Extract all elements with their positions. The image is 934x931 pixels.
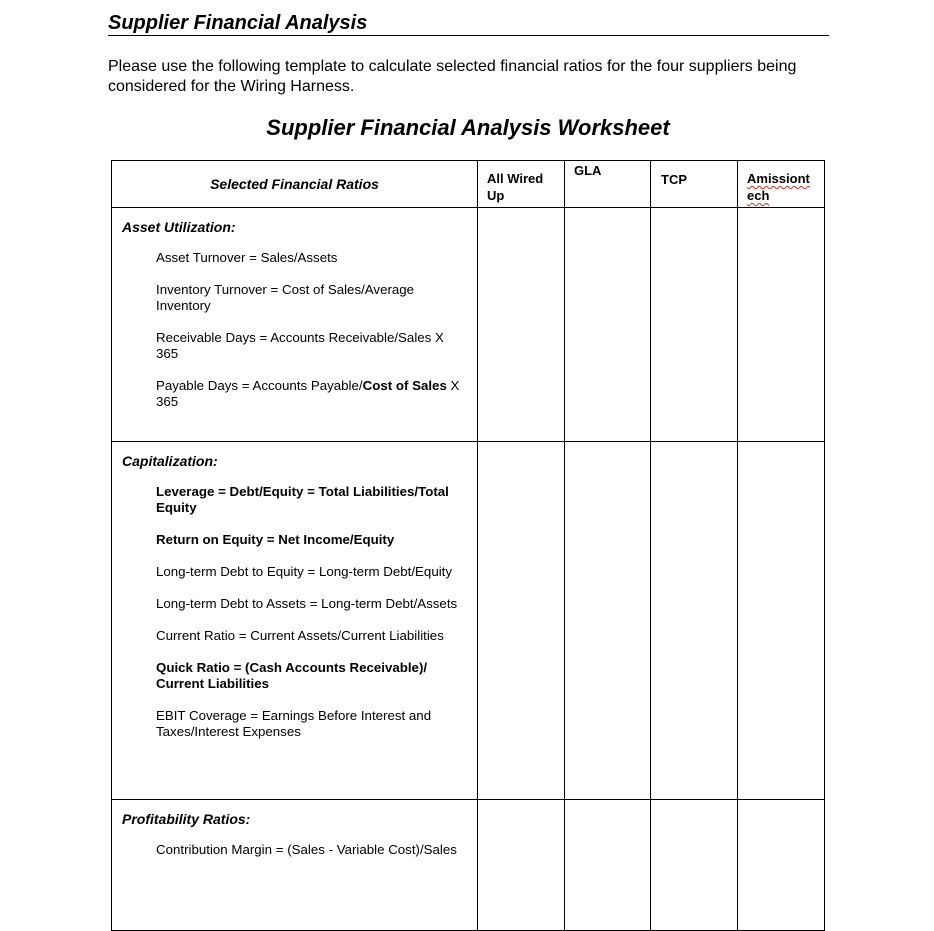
amissiontech-label-line1: Amissiont <box>747 171 810 186</box>
section-cell-capitalization <box>112 442 478 800</box>
header-supplier-amissiontech <box>738 161 825 208</box>
table-header-row <box>112 161 825 208</box>
ratio-quick-ratio: Quick Ratio = (Cash Accounts Receivable)/ Current Liabilities <box>156 660 428 691</box>
worksheet-title: Supplier Financial Analysis Worksheet <box>266 115 670 140</box>
value-cell-amissiontech[interactable] <box>738 442 825 800</box>
value-cell-gla[interactable] <box>565 800 651 931</box>
amissiontech-label-line2: ech <box>747 188 770 203</box>
intro-paragraph: Please use the following template to calculate selected financial ratios for the four suppliers being considered for the Wiring Harness. <box>108 58 797 95</box>
section-title: Capitalization: <box>122 453 218 469</box>
document-title: Supplier Financial Analysis <box>108 12 829 36</box>
section-row-asset-utilization <box>112 208 825 442</box>
section-title: Asset Utilization: <box>122 219 236 235</box>
section-cell-asset-utilization <box>112 208 478 442</box>
ratio-ebit-coverage: EBIT Coverage = Earnings Before Interest and Taxes/Interest Expenses <box>156 708 432 739</box>
ratio-lt-debt-to-assets: Long-term Debt to Assets = Long-term Debt/Assets <box>156 596 458 611</box>
section-row-profitability <box>112 800 825 931</box>
value-cell-amissiontech[interactable] <box>738 208 825 442</box>
value-cell-all-wired-up[interactable] <box>478 442 565 800</box>
ratio-inventory-turnover: Inventory Turnover = Cost of Sales/Average Inventory <box>156 282 415 313</box>
ratio-leverage: Leverage = Debt/Equity = Total Liabilities/Total Equity <box>156 484 449 515</box>
header-supplier-gla: GLA <box>565 161 651 208</box>
ratio-contribution-margin: Contribution Margin = (Sales - Variable Cost)/Sales <box>156 842 457 857</box>
value-cell-gla[interactable] <box>565 442 651 800</box>
value-cell-amissiontech[interactable] <box>738 800 825 931</box>
ratio-receivable-days: Receivable Days = Accounts Receivable/Sales X 365 <box>156 330 444 361</box>
section-row-capitalization <box>112 442 825 800</box>
ratio-lt-debt-to-equity: Long-term Debt to Equity = Long-term Debt/Equity <box>156 564 453 579</box>
payable-days-prefix: Payable Days = Accounts Payable/ <box>156 378 363 393</box>
payable-days-suffix: X 365 <box>156 378 460 409</box>
value-cell-all-wired-up[interactable] <box>478 208 565 442</box>
ratio-payable-days <box>156 378 469 410</box>
value-cell-gla[interactable] <box>565 208 651 442</box>
value-cell-tcp[interactable] <box>651 800 738 931</box>
section-title: Profitability Ratios: <box>122 811 251 827</box>
header-supplier-tcp: TCP <box>651 161 738 208</box>
value-cell-tcp[interactable] <box>651 208 738 442</box>
ratio-worksheet-table <box>111 160 825 931</box>
header-supplier-all-wired-up: All Wired Up <box>478 161 565 208</box>
value-cell-tcp[interactable] <box>651 442 738 800</box>
payable-days-bold: Cost of Sales <box>362 378 447 393</box>
ratio-asset-turnover: Asset Turnover = Sales/Assets <box>156 250 338 265</box>
value-cell-all-wired-up[interactable] <box>478 800 565 931</box>
section-cell-profitability <box>112 800 478 931</box>
ratio-return-on-equity: Return on Equity = Net Income/Equity <box>156 532 395 547</box>
ratio-current-ratio: Current Ratio = Current Assets/Current Liabilities <box>156 628 444 643</box>
header-selected-financial-ratios: Selected Financial Ratios <box>112 161 478 208</box>
